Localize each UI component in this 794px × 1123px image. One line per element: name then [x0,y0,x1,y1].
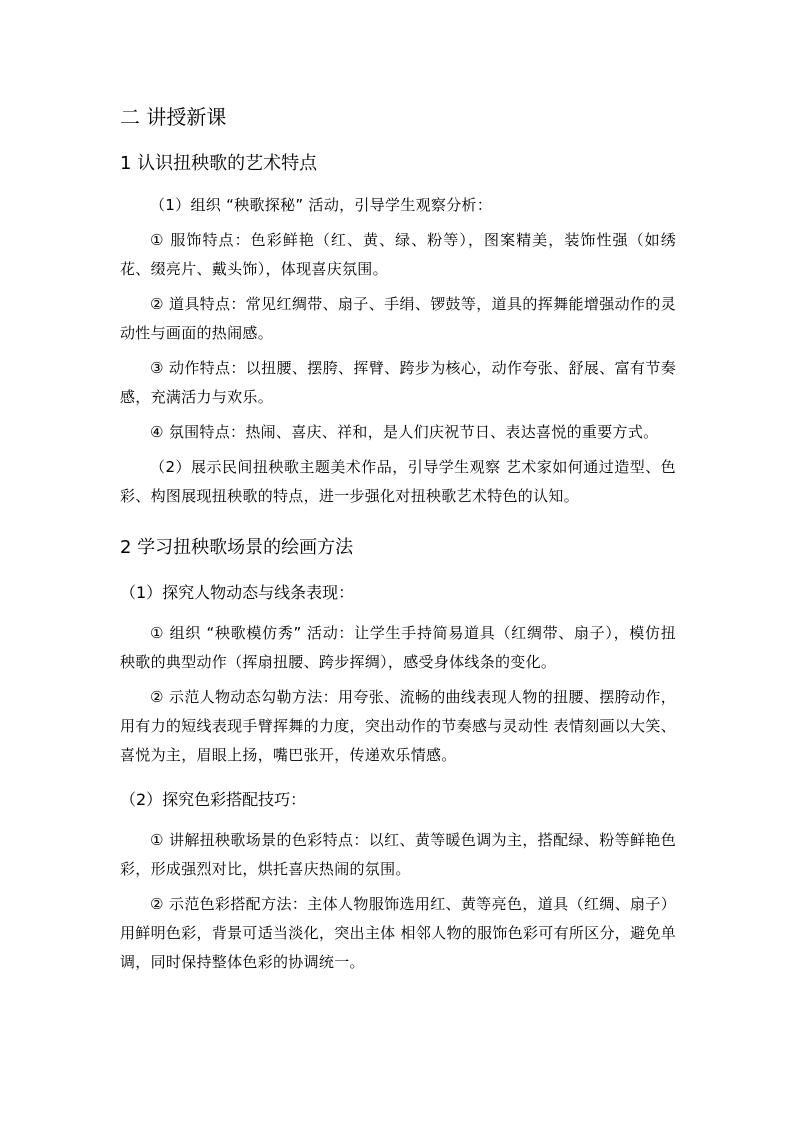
part2-sub1-item-imitation: ① 组织 “秧歌模仿秀” 活动：让学生手持简易道具（红绸带、扇子），模仿扭秧歌的典型动作（挥扇扭腰、跨步挥绸），感受身体线条的变化。 [120,624,676,671]
part1-item-atmosphere: ④ 氛围特点：热闹、喜庆、祥和，是人们庆祝节日、表达喜悦的重要方式。 [150,423,659,441]
part1-item-props: ② 道具特点：常见红绸带、扇子、手绢、锣鼓等，道具的挥舞能增强动作的灵动性与画面的热闹感。 [120,295,676,342]
part2-sub1-item-drawing: ② 示范人物动态勾勒方法：用夸张、流畅的曲线表现人物的扭腰、摆胯动作，用有力的短线表现手臂挥舞的力度，突出动作的节奏感与灵动性 表情刻画以大笑、喜悦为主，眉眼上扬，嘴巴张开，传递欢乐情感。 [120,688,676,764]
part1-paragraph-artworks: （2）展示民间扭秧歌主题美术作品，引导学生观察 艺术家如何通过造型、色彩、构图展现扭秧歌的特点，进一步强化对扭秧歌艺术特色的认知。 [120,458,676,505]
part1-intro: （1）组织 “秧歌探秘” 活动，引导学生观察分析： [150,196,493,214]
part2-sub2-item-method: ② 示范色彩搭配方法：主体人物服饰选用红、黄等亮色，道具（红绸、扇子）用鲜明色彩，背景可适当淡化，突出主体 相邻人物的服饰色彩可有所区分，避免单调，同时保持整体色彩的协调统一。 [120,895,676,971]
part1-item-costume: ① 服饰特点：色彩鲜艳（红、黄、绿、粉等），图案精美，装饰性强（如绣花、缀亮片、戴头饰），体现喜庆氛围。 [120,231,676,278]
document-body [120,103,676,977]
part2-sub1-heading: （1）探究人物动态与线条表现： [120,583,355,602]
part2-heading: 2 学习扭秧歌场景的绘画方法 [120,537,354,558]
part2-sub2-item-colors: ① 讲解扭秧歌场景的色彩特点：以红、黄等暖色调为主，搭配绿、粉等鲜艳色彩，形成强烈对比，烘托喜庆热闹的氛围。 [120,831,676,878]
part1-item-movement: ③ 动作特点：以扭腰、摆胯、挥臂、跨步为核心，动作夸张、舒展、富有节奏感，充满活力与欢乐。 [120,359,676,406]
part2-sub2-heading: （2）探究色彩搭配技巧： [120,790,307,809]
section-title: 二 讲授新课 [120,105,227,129]
part1-heading: 1 认识扭秧歌的艺术特点 [120,153,318,174]
